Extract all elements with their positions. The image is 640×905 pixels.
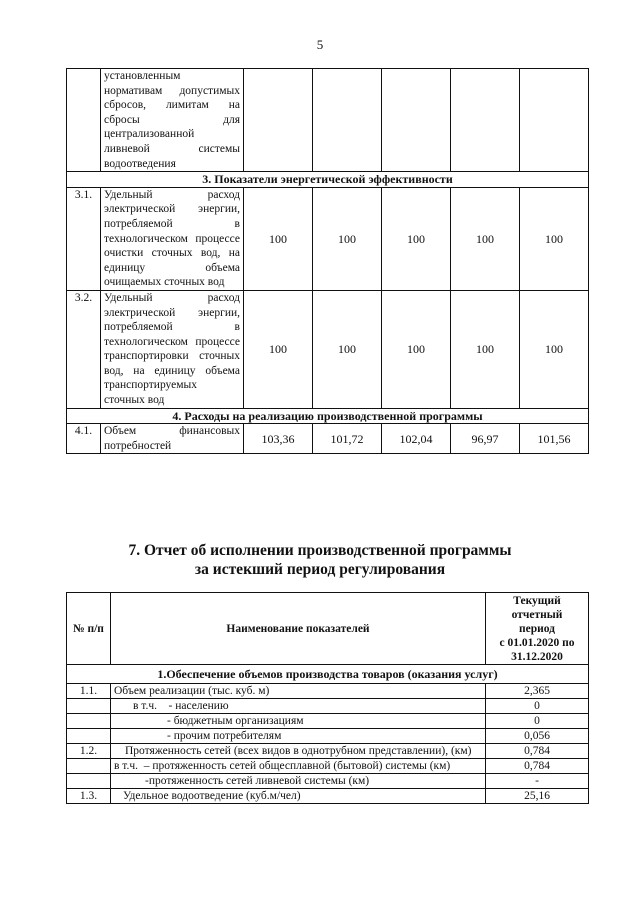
page-number: 5 — [316, 37, 324, 52]
value-cell: 0 — [486, 714, 589, 729]
indicator-name: установленным нормативам допустимых сбросов, лимитам на сбросы для централизованной ливневой системы водоотведения — [101, 69, 244, 172]
value-cell: 101,56 — [520, 424, 589, 454]
value-cell: 25,16 — [486, 789, 589, 804]
value-cell — [244, 69, 313, 172]
section-heading: 4. Расходы на реализацию производственной программы — [67, 408, 589, 424]
value-cell — [520, 69, 589, 172]
table-row — [67, 187, 589, 290]
table-row — [67, 774, 589, 789]
value-cell: 100 — [451, 187, 520, 290]
table-row — [67, 714, 589, 729]
table-row — [67, 759, 589, 774]
value-cell: 100 — [382, 290, 451, 408]
value-cell: 100 — [520, 187, 589, 290]
indicator-name: Удельный расход электрической энергии, потребляемой в технологическом процессе транспортировки сточных вод, на единицу объема транспортируемых сточных вод — [101, 290, 244, 408]
table-row — [67, 729, 589, 744]
value-cell: 0 — [486, 699, 589, 714]
section-title-line: 7. Отчет об исполнении производственной программы — [128, 542, 512, 559]
row-number: 1.3. — [67, 789, 111, 804]
value-cell: 101,72 — [313, 424, 382, 454]
value-cell — [451, 69, 520, 172]
value-cell: 103,36 — [244, 424, 313, 454]
value-cell: 2,365 — [486, 684, 589, 699]
table-row — [67, 69, 589, 172]
value-cell: 0,784 — [486, 744, 589, 759]
indicator-name: Объем финансовых потребностей — [101, 424, 244, 454]
row-number — [67, 759, 111, 774]
table-row — [67, 290, 589, 408]
value-cell: 100 — [313, 187, 382, 290]
row-number — [67, 69, 101, 172]
value-cell: 102,04 — [382, 424, 451, 454]
value-cell — [313, 69, 382, 172]
indicator-name: -протяженность сетей ливневой системы (км) — [111, 774, 486, 789]
value-cell — [382, 69, 451, 172]
indicator-name: Удельное водоотведение (куб.м/чел) — [111, 789, 486, 804]
table-row — [67, 424, 589, 454]
indicator-name: Удельный расход электрической энергии, потребляемой в технологическом процессе очистки сточных вод, на единицу объема очищаемых сточных вод — [101, 187, 244, 290]
row-number — [67, 774, 111, 789]
value-cell: 100 — [244, 187, 313, 290]
indicators-table — [66, 68, 589, 454]
header-num: № п/п — [67, 593, 111, 665]
row-number: 1.1. — [67, 684, 111, 699]
report-table — [66, 592, 589, 804]
row-number: 4.1. — [67, 424, 101, 454]
value-cell: 100 — [451, 290, 520, 408]
row-number — [67, 714, 111, 729]
table-row — [67, 789, 589, 804]
row-number: 3.1. — [67, 187, 101, 290]
indicator-name: - бюджетным организациям — [111, 714, 486, 729]
value-cell: 96,97 — [451, 424, 520, 454]
section-row — [67, 665, 589, 684]
section-row — [67, 408, 589, 424]
indicator-name: в т.ч. – протяженность сетей общесплавной (бытовой) системы (км) — [111, 759, 486, 774]
section-title — [0, 541, 640, 579]
section-heading: 3. Показатели энергетической эффективности — [67, 172, 589, 188]
indicator-name: Протяженность сетей (всех видов в однотрубном представлении), (км) — [111, 744, 486, 759]
value-cell: 100 — [382, 187, 451, 290]
table-row — [67, 699, 589, 714]
indicator-name: - прочим потребителям — [111, 729, 486, 744]
value-cell: 100 — [244, 290, 313, 408]
indicator-name: Объем реализации (тыс. куб. м) — [111, 684, 486, 699]
value-cell: 0,784 — [486, 759, 589, 774]
row-number — [67, 699, 111, 714]
value-cell: 100 — [313, 290, 382, 408]
header-row — [67, 593, 589, 665]
row-number: 1.2. — [67, 744, 111, 759]
header-name: Наименование показателей — [111, 593, 486, 665]
value-cell: 0,056 — [486, 729, 589, 744]
row-number: 3.2. — [67, 290, 101, 408]
section-title-line: за истекший период регулирования — [194, 561, 446, 578]
header-period: Текущий отчетный период с 01.01.2020 по 31.12.2020 — [486, 593, 589, 665]
table-row — [67, 744, 589, 759]
table-row — [67, 684, 589, 699]
section-heading: 1.Обеспечение объемов производства товаров (оказания услуг) — [67, 665, 589, 684]
section-row — [67, 172, 589, 188]
indicator-name: в т.ч. - населению — [111, 699, 486, 714]
row-number — [67, 729, 111, 744]
value-cell: - — [486, 774, 589, 789]
value-cell: 100 — [520, 290, 589, 408]
